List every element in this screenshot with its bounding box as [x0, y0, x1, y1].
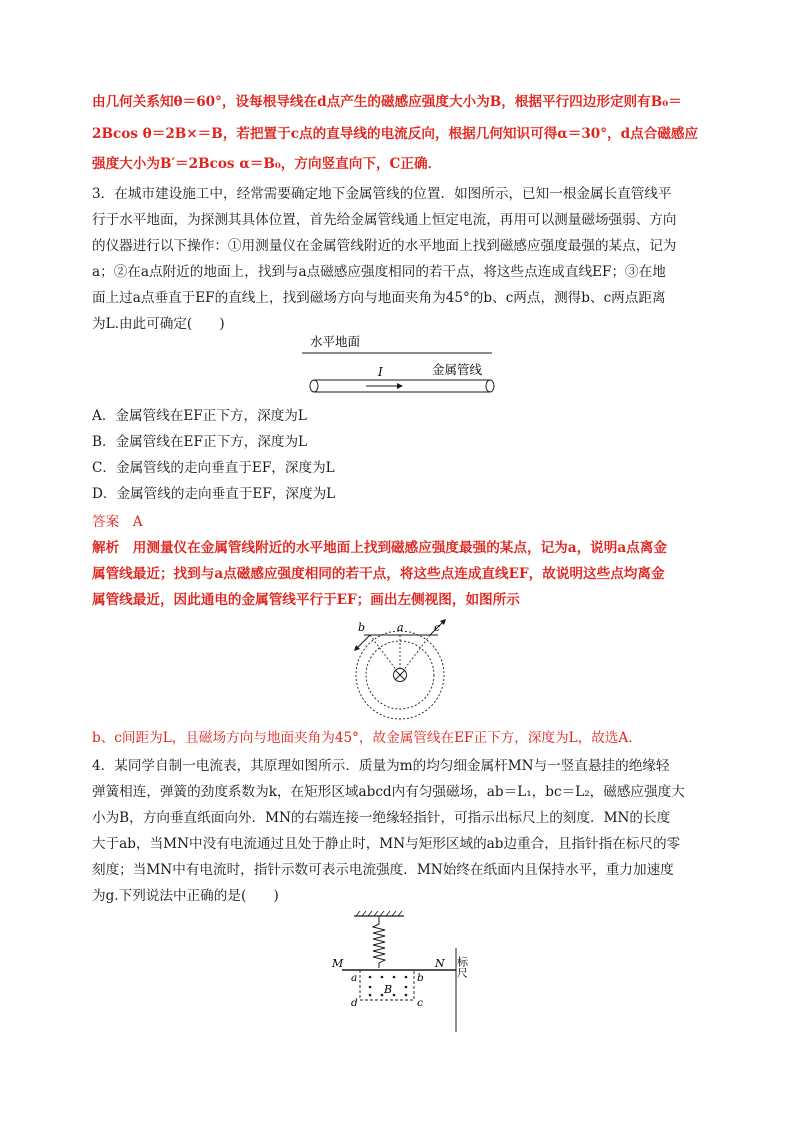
explanation-line-4: b、c间距为L，且磁场方向与地面夹角为45°，故金属管线在EF正下方，深度为L，故选A. [92, 730, 633, 746]
q3-line-4: a；②在a点附近的地面上，找到与a点磁感应强度相同的若干点，将这些点连成直线EF；③在地 [92, 264, 666, 280]
option-d: D．金属管线的走向垂直于EF，深度为L [92, 486, 336, 502]
field-vector-b [356, 635, 370, 649]
q4-line-1: 4．某同学自制一电流表，其原理如图所示．质量为m的均匀细金属杆MN与一竖直悬挂的绝缘轻 [92, 758, 670, 774]
q4-line-4: 大于ab，当MN中没有电流通过且处于静止时，MN与矩形区域的ab边重合，且指针指在标尺的零 [92, 836, 681, 852]
radius-line-b [370, 635, 400, 675]
point-b-label: b [358, 621, 366, 634]
label-m: M [332, 957, 344, 970]
point-c-label: c [434, 621, 441, 634]
label-a: a [351, 972, 358, 984]
solution-2-line-3: 强度大小为B′＝2Bcos α＝B₀，方向竖直向下，C正确． [92, 156, 442, 172]
q3-line-3: 的仪器进行以下操作：①用测量仪在金属管线附近的水平地面上找到磁感应强度最强的某点，记为 [92, 238, 677, 254]
scale-label: 标尺 [455, 956, 469, 978]
explanation-line-2: 属管线最近；找到与a点磁感应强度相同的若干点，将这些点连成直线EF，故说明这些点均离金 [92, 566, 665, 582]
pipe-end-left [310, 380, 318, 392]
q4-line-5: 刻度；当MN中有电流时，指针示数可表示电流强度．MN始终在纸面内且保持水平，重力加速度 [92, 862, 674, 878]
current-meter-figure [324, 910, 474, 1034]
point-a-label: a [397, 621, 404, 634]
current-label: I [378, 365, 383, 379]
q3-line-1: 3．在城市建设施工中，经常需要确定地下金属管线的位置．如图所示，已知一根金属长直管线平 [92, 186, 672, 202]
label-field-b: B [384, 983, 393, 996]
spring [373, 916, 385, 968]
label-n: N [435, 957, 445, 970]
answer-line: 答案 A [92, 514, 143, 530]
explanation-line-1: 解析 用测量仪在金属管线附近的水平地面上找到磁感应强度最强的某点，记为a，说明a点离金 [92, 540, 667, 556]
q3-line-6: 为L.由此可确定( ) [92, 316, 225, 332]
pipe-figure [302, 332, 502, 398]
option-a: A．金属管线在EF正下方，深度为L [92, 408, 307, 424]
current-arrow-head [397, 383, 403, 389]
q3-line-5: 面上过a点垂直于EF的直线上，找到磁场方向与地面夹角为45°的b、c两点，测得b、c两点距离 [92, 290, 666, 306]
explanation-line-3: 属管线最近，因此通电的金属管线平行于EF；画出左侧视图，如图所示 [92, 592, 520, 608]
ceiling-hatch [356, 911, 402, 916]
q4-line-6: 为g.下列说法中正确的是( ) [92, 888, 279, 904]
solution-2-line-2: 2Bcos θ＝2B×＝B，若把置于c点的直导线的电流反向，根据几何知识可得α＝30°，d点合磁感应 [92, 126, 699, 142]
q4-line-3: 小为B，方向垂直纸面向外．MN的右端连接一绝缘轻指针，可指示出标尺上的刻度．MN的长度 [92, 810, 671, 826]
option-c: C．金属管线的走向垂直于EF，深度为L [92, 460, 335, 476]
side-view-figure [342, 618, 472, 722]
label-c: c [417, 997, 423, 1009]
pipe-end-right [486, 380, 494, 392]
q4-line-2: 弹簧相连，弹簧的劲度系数为k，在矩形区域abcd内有匀强磁场，ab＝L₁，bc＝L₂，磁感应强度大 [92, 784, 685, 800]
label-d: d [351, 997, 358, 1009]
option-b: B．金属管线在EF正下方，深度为L [92, 434, 308, 450]
q3-line-2: 行于水平地面，为探测其具体位置，首先给金属管线通上恒定电流，再用可以测量磁场强弱、方向 [92, 212, 677, 228]
label-b: b [417, 972, 424, 984]
ground-label: 水平地面 [310, 334, 361, 349]
solution-2-line-1: 由几何关系知θ＝60°，设每根导线在d点产生的磁感应强度大小为B，根据平行四边形定则有B₀＝ [92, 94, 682, 110]
pipe-label: 金属管线 [432, 362, 483, 377]
